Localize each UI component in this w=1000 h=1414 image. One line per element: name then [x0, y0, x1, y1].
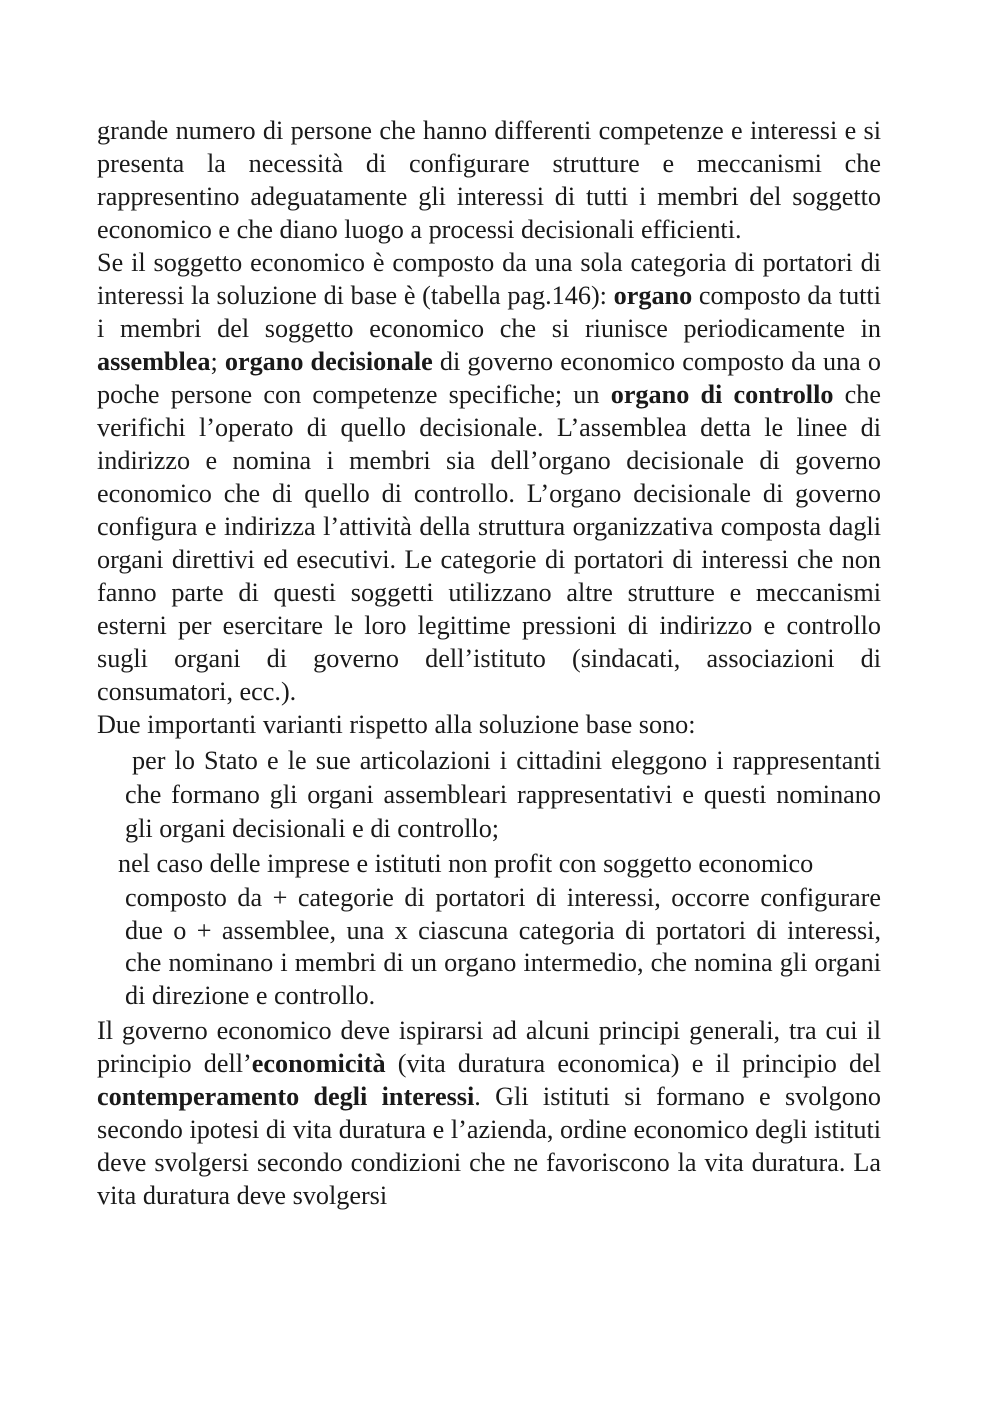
text-run: ; [210, 347, 225, 376]
document-page [97, 114, 881, 1212]
text-run: Il governo economico deve ispirarsi ad alcuni principi generali, tra cui il principio dell’ [97, 1016, 881, 1078]
text-run: . Gli istituti si formano e svolgono secondo ipotesi di vita duratura e l’azienda, ordine economico degli istituti deve svolgersi secondo condizioni che ne favoriscono la vita duratura. La vita duratura deve svolgersi [97, 1082, 881, 1210]
term-organo: organo [613, 281, 693, 310]
paragraph-intro: grande numero di persone che hanno differenti competenze e interessi e si presenta la necessità di configurare strutture e meccanismi che rappresentino adeguatamente gli interessi di tutti i membri del soggetto economico e che diano luogo a processi decisionali efficienti. [97, 116, 881, 244]
term-economicita: economicità [251, 1049, 386, 1078]
text-run: che verifichi l’operato di quello decisionale. L’assemblea detta le linee di indirizzo e nomina i membri sia dell’organo decisionale di governo economico che di quello di controllo. L’organo decisionale di governo configura e indirizza l’attività della struttura organizzativa composta dagli organi direttivi ed esecutivi. Le categorie di portatori di interessi che non fanno parte di questi soggetti utilizzano altre strutture e meccanismi esterni per esercitare le loro legittime pressioni di indirizzo e controllo sugli organi di governo dell’istituto (sindacati, associazioni di consumatori, ecc.). [97, 380, 882, 706]
list-item-rest: composto da + categorie di portatori di interessi, occorre configurare due o + assemblee, una x ciascuna categoria di portatori di interessi, che nominano i membri di un organo intermedio, che nomina gli organi di direzione e controllo. [125, 883, 881, 1010]
text-run: (vita duratura economica) e il principio del [385, 1049, 881, 1078]
list-item-first-line: nel caso delle imprese e istituti non profit con soggetto economico [118, 849, 814, 878]
list-item-stato: per lo Stato e le sue articolazioni i cittadini eleggono i rappresentanti che formano gli organi assembleari rappresentativi e questi nominano gli organi decisionali e di controllo; [125, 746, 881, 843]
paragraph-governance-structure [97, 246, 881, 708]
term-assemblea: assemblea [97, 347, 211, 376]
term-organo-di-controllo: organo di controllo [610, 380, 834, 409]
term-organo-decisionale: organo decisionale [224, 347, 433, 376]
term-contemperamento: contemperamento degli interessi [97, 1082, 475, 1111]
list-item-imprese [97, 846, 881, 1012]
paragraph-variants-intro: Due importanti varianti rispetto alla soluzione base sono: [97, 710, 696, 739]
text-run: composto da tutti i membri del soggetto economico che si riunisce periodicamente in [97, 281, 881, 343]
paragraph-principles [97, 1014, 881, 1212]
text-run: Se il soggetto economico è composto da una sola categoria di portatori di interessi la soluzione di base è (tabella pag.146): [97, 248, 881, 310]
text-run: di governo economico composto da una o poche persone con competenze specifiche; un [97, 347, 881, 409]
